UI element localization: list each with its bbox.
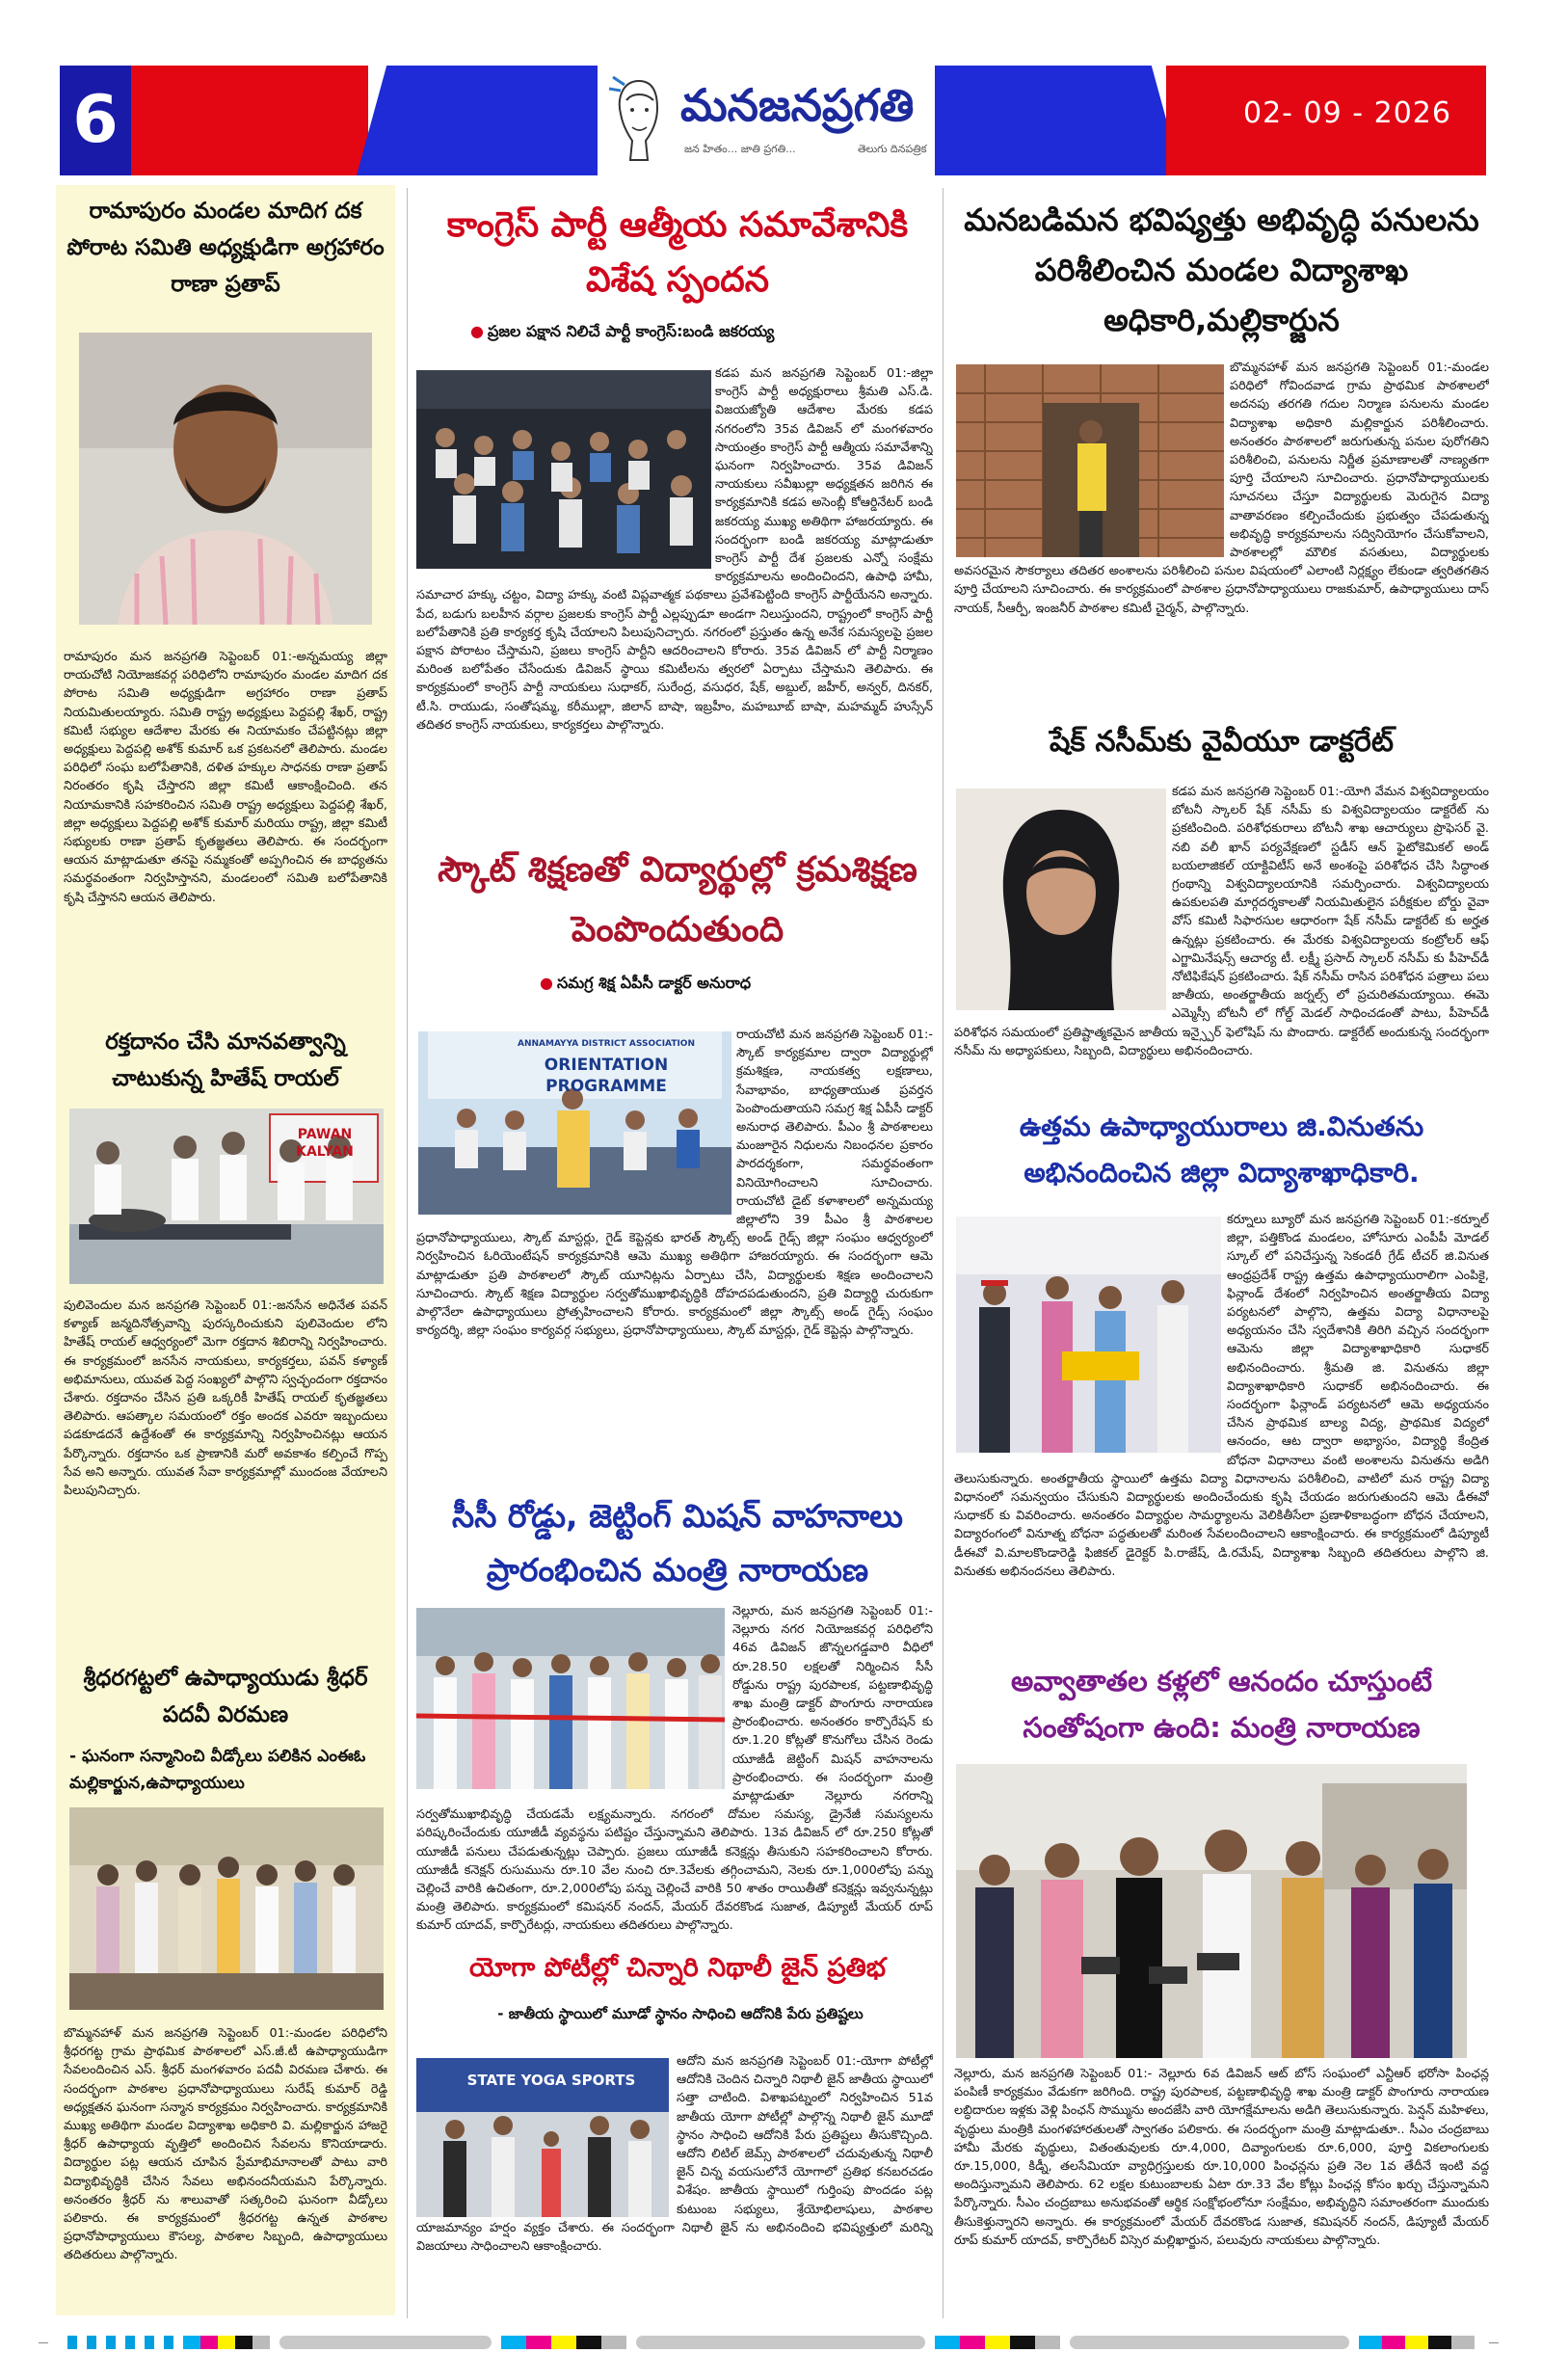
pension-distribution-photo-icon: [956, 1764, 1467, 2058]
retirement-felicitation-photo-icon: [69, 1807, 384, 2010]
middle-article-3-text: నెల్లూరు, మన జనప్రగతి సెప్టెంబర్ 01:-నెల్లూరు నగర నియోజకవర్గ పరిధిలోని 46వ డివిజన్ జొన్నలగడ్డవారి వీధిలో రూ.28.50 లక్షలతో నిర్మించిన సీసీ రోడ్డును రాష్ట్ర పురపాలక, పట్టణాభివృద్ధి శాఖ మంత్రి డాక్టర్ పొంగూరు నారాయణ ప్రారంభించారు. అనంతరం కార్పొరేషన్ కు రూ.1.20 కోట్లతో కొనుగోలు చేసిన రెండు యూజీడీ జెట్టింగ్ మిషన్ వాహనాలను ప్రారంభించారు. ఈ సందర్భంగా మంత్రి మాట్లాడుతూ నెల్లూరు నగరాన్ని సర్వతోముఖాభివృద్ధి చేయడమే లక్ష్యమన్నారు. నగరంలో దోమల సమస్య, డ్రైనేజీ సమస్యలను పరిష్కరించేందుకు యూజీడీ వ్యవస్థను పటిష్టం చేస్తున్నామని తెలిపారు. 13వ డివిజన్ లో రూ.250 కోట్లతో యూజీడీ పనులు చేపడుతున్నట్లు చెప్పారు. ప్రజలు యూజీడీ కనెక్షన్లు తీసుకుని సహకరించాలని కోరారు. యూజీడీ కనెక్షన్ రుసుమును రూ.10 వేల నుంచి రూ.3వేలకు తగ్గించామని, నెలకు రూ.1,000లోపు పన్ను చెల్లించే వారికి ఉచితంగా, రూ.2,000లోపు పన్ను చెల్లించే వారికి 50 శాతం రాయితీతో కనెక్షన్లు ఇవ్వనున్నట్లు మంత్రి తెలిపారు. కార్యక్రమంలో కమిషనర్ నందన్, మేయర్ దేవరకొండ సుజాత, డిప్యూటీ మేయర్ రూప్ కుమార్ యాదవ్, కార్పొరేటర్లు, నాయకులు తదితరులు పాల్గొన్నారు.: [416, 1604, 933, 1934]
left-article-1-body: రామాపురం మన జనప్రగతి సెప్టెంబర్ 01:-అన్నమయ్య జిల్లా రాయచోటి నియోజకవర్గ పరిధిలోని రామాపురం మండల మాదిగ దక పోరాట సమితి అధ్యక్షుడిగా అగ్రహారం రాణా ప్రతాప్ నియమితులయ్యారు. సమితి రాష్ట్ర అధ్యక్షులు పెద్దపల్లి శేఖర్, రాష్ట్ర కమిటీ సభ్యుల ఆదేశాల మేరకు ఈ నియామకం చేపట్టినట్లు జిల్లా అధ్యక్షులు పెద్దపల్లి అశోక్ కుమార్ ఒక ప్రకటనలో తెలిపారు. మండల పరిధిలో సంఘ బలోపేతానికి, దళిత హక్కుల సాధనకు రాణా ప్రతాప్ నిరంతరం కృషి చేస్తారని జిల్లా కమిటీ ఆకాంక్షించింది. తన నియామకానికి సహకరించిన సమితి రాష్ట్ర అధ్యక్షులు పెద్దపల్లి శేఖర్, జిల్లా అధ్యక్షులు పెద్దపల్లి అశోక్ కుమార్ మరియు రాష్ట్ర, జిల్లా కమిటీ సభ్యులకు రాణా ప్రతాప్ కృతజ్ఞతలు తెలిపారు. ఈ సందర్భంగా ఆయన మాట్లాడుతూ తనపై నమ్మకంతో అప్పగించిన ఈ బాధ్యతను సమర్థవంతంగా నిర్వహిస్తానని, మండలంలో సమితి బలోపేతానికి కృషి చేస్తానని ఆయన తెలిపారు.: [64, 650, 387, 905]
right-article-4-headline: అవ్వాతాతల కళ్లలో ఆనందం చూస్తుంటే సంతోషంగా ఉంది: మంత్రి నారాయణ: [1010, 1665, 1433, 1744]
paper-language-tag: తెలుగు దినపత్రిక: [858, 143, 927, 155]
middle-article-1-text: కడప మన జనప్రగతి సెప్టెంబర్ 01:-జిల్లా కాంగ్రెస్ పార్టీ అధ్యక్షురాలు శ్రీమతి ఎస్.డి. విజయజ్యోతి ఆదేశాల మేరకు కడప నగరంలోని 35వ డివిజన్ లో మంగళవారం సాయంత్రం కాంగ్రెస్ పార్టీ ఆత్మీయ సమావేశాన్ని ఘనంగా నిర్వహించారు. 35వ డివిజన్ నాయకులు సవీఖుల్లా అధ్యక్షతన జరిగిన ఈ కార్యక్రమానికి కడప అసెంబ్లీ కోఆర్డినేటర్ బండి జకరయ్య ముఖ్య అతిథిగా హాజరయ్యారు. ఈ సందర్భంగా బండి జకరయ్య మాట్లాడుతూ కాంగ్రెస్ పార్టీ దేశ ప్రజలకు ఎన్నో సంక్షేమ కార్యక్రమాలను అందించిందని, ఉపాధి హామీ, సమాచార హక్కు చట్టం, విద్యా హక్కు వంటి విప్లవాత్మక పథకాలు ప్రవేశపెట్టింది కాంగ్రెస్ పార్టీయేనని అన్నారు. పేద, బడుగు బలహీన వర్గాల ప్రజలకు కాంగ్రెస్ పార్టీ ఎల్లప్పుడూ అండగా నిలుస్తుందని, రాష్ట్రంలో కాంగ్రెస్ పార్టీ బలోపేతానికి ప్రతి కార్యకర్త కృషి చేయాలని పిలుపునిచ్చారు. నగరంలో ప్రస్తుతం ఉన్న అనేక సమస్యలపై ప్రజల పక్షాన పోరాటం చేస్తామని, ప్రజలు కాంగ్రెస్ పార్టీని ఆదరించాలని కోరారు. 35వ డివిజన్ లో పార్టీ నిర్మాణం మరింత బలోపేతం చేసేందుకు డివిజన్ స్థాయి కమిటీలను త్వరలో ఏర్పాటు చేస్తామని తెలిపారు. ఈ కార్యక్రమంలో కాంగ్రెస్ పార్టీ నాయకులు సుధాకర్, సురేంద్ర, వసుధర, షేక్, అబ్దుల్, జహీర్, అన్వర్, దినకర్, టీ.సి. రాయుడు, సంతోషమ్మ, కరీముల్లా, జిలాన్ బాషా, ఇబ్రహీం, మహబూబ్ బాషా, మహమ్మద్ హుస్సేన్ తదితర కాంగ్రెస్ నాయకులు, కార్యకర్తలు పాల్గొన్నారు.: [416, 366, 933, 733]
portrait-sketch-icon: [603, 71, 675, 170]
column-divider: [407, 188, 408, 2318]
right-article-2-headline: షేక్ నసీమ్‌కు వైవీయూ డాక్టరేట్: [1050, 725, 1394, 759]
middle-article-4-headline: యోగా పోటీల్లో చిన్నారి నిథాలీ జైన్ ప్రతిభ: [468, 1953, 887, 1983]
right-article-3-text: కర్నూలు బ్యూరో మన జనప్రగతి సెప్టెంబర్ 01:-కర్నూల్ జిల్లా, పత్తికొండ మండలం, హోసూరు ఎంపీపీ మోడల్ స్కూల్ లో పనిచేస్తున్న సెకండరీ గ్రేడ్ టీచర్ జి.వినుత ఆంధ్రప్రదేశ్ రాష్ట్ర ఉత్తమ ఉపాధ్యాయురాలిగా ఎంపికై, ఫిన్లాండ్ దేశంలో నిర్వహించిన అంతర్జాతీయ విద్యా పర్యటనలో పాల్గొని, ఉత్తమ విద్యా విధానాలపై అధ్యయనం చేసి స్వదేశానికి తిరిగి వచ్చిన సందర్భంగా ఆమెను జిల్లా విద్యాశాఖాధికారి సుధాకర్ అభినందించారు. శ్రీమతి జి. వినుతను జిల్లా విద్యాశాఖాధికారి సుధాకర్ అభినందించారు. ఈ సందర్భంగా ఫిన్లాండ్ పర్యటనలో ఆమె అధ్యయనం చేసిన ప్రాథమిక బాల్య విద్య, ప్రాథమిక విద్యలో ఆనందం, ఆట ద్వారా అభ్యాసం, విద్యార్థి కేంద్రిత బోధనా విధానాలు వంటి అంశాలను వినుతను అడిగి తెలుసుకున్నారు. అంతర్జాతీయ స్థాయిలో ఉత్తమ విద్యా విధానాలను పరిశీలించి, వాటిలో మన రాష్ట్ర విద్యా విధానంలో సమన్వయం చేసుకుని విద్యార్థులకు అందించేందుకు కృషి చేయడం జరుగుతుందని ఆమె డీఈవో సుధాకర్ కు వివరించారు. అనంతరం విద్యార్థుల సామర్థ్యాలను వెలికితీసేలా ప్రణాళికాబద్ధంగా బోధన చేయాలని, విద్యారంగంలో వినూత్న బోధనా పద్ధతులతో మరింత సేవలందించాలని ఆకాంక్షించారు. ఈ కార్యక్రమంలో డిప్యూటీ డీఈవో వి.మాలకొండారెడ్డి ఫిజికల్ డైరెక్టర్ పి.రాజేష్, డి.రమేష్, విద్యాశాఖ సిబ్బంది తదితరులు పాల్గొని జి. వినుతకు అభినందనలు తెలిపారు.: [954, 1213, 1489, 1579]
middle-article-2-text: రాయచోటి మన జనప్రగతి సెప్టెంబర్ 01:-స్కౌట్ కార్యక్రమాల ద్వారా విద్యార్థుల్లో క్రమశిక్షణ, నాయకత్వ లక్షణాలు, సేవాభావం, బాధ్యతాయుత ప్రవర్తన పెంపొందుతాయని సమగ్ర శిక్ష ఏపీసీ డాక్టర్ అనురాధ తెలిపారు. పీఎం శ్రీ పాఠశాలలు మంజూరైన నిధులను నిబంధనల ప్రకారం పారదర్శకంగా, సమర్థవంతంగా వినియోగించాలని సూచించారు. రాయచోటి డైట్ కళాశాలలో అన్నమయ్య జిల్లాలోని 39 పీఎం శ్రీ పాఠశాలల ప్రధానోపాధ్యాయులు, స్కౌట్ మాస్టర్లు, గైడ్ కెప్టెన్లకు భారత్ స్కౌట్స్ అండ్ గైడ్స్ జిల్లా సంఘం ఆధ్వర్యంలో నిర్వహించిన ఓరియెంటేషన్ కార్యక్రమానికి ఆమె ముఖ్య అతిథిగా హాజరయ్యారు. ఈ సందర్భంగా ఆమె మాట్లాడుతూ ప్రతి పాఠశాలలో స్కౌట్ యూనిట్లను ఏర్పాటు చేసి, విద్యార్థులకు శిక్షణ అందించాలని సూచించారు. స్కౌట్ శిక్షణ విద్యార్థుల సర్వతోముఖాభివృద్ధికి దోహదపడుతుందని, ప్రతి విద్యార్థి చురుకుగా పాల్గొనేలా ఉపాధ్యాయులు ప్రోత్సహించాలని కోరారు. కార్యక్రమంలో జిల్లా స్కౌట్స్ అండ్ గైడ్స్ సంఘం కార్యదర్శి, జిల్లా సంఘం కార్యవర్గ సభ్యులు, ప్రధానోపాధ్యాయులు, స్కౌట్ మాస్టర్లు, గైడ్ కెప్టెన్లు పాల్గొన్నారు.: [416, 1028, 933, 1339]
right-article-4-body: నెల్లూరు, మన జనప్రగతి సెప్టెంబర్ 01:- నెల్లూరు 6వ డివిజన్ ఆట్ బోస్ సంఘంలో ఎన్టీఆర్ భరోసా పింఛన్ల పంపిణీ కార్యక్రమం వేడుకగా జరిగింది. రాష్ట్ర పురపాలక, పట్టణాభివృద్ధి శాఖ మంత్రి డాక్టర్ పొంగూరు నారాయణ లబ్ధిదారుల ఇళ్లకు వెళ్లి పింఛన్ సొమ్మును అందజేసి వారి యోగక్షేమాలను అడిగి తెలుసుకున్నారు. పెన్షన్ మహిళలు, వృద్ధులు మంత్రికి మంగళహారతులతో స్వాగతం పలికారు. ఈ సందర్భంగా మంత్రి మాట్లాడుతూ.. సీఎం చంద్రబాబు హామీ మేరకు వృద్ధులు, వితంతువులకు రూ.4,000, దివ్యాంగులకు రూ.6,000, పూర్తి వికలాంగులకు రూ.15,000, కిడ్నీ, తలసేమియా వ్యాధిగ్రస్తులకు రూ.10,000 పింఛన్లను ప్రతి నెల 1వ తేదీనే ఇంటి వద్ద అందిస్తున్నామని తెలిపారు. 62 లక్షల కుటుంబాలకు ఏటా రూ.33 వేల కోట్లు పింఛన్ల కోసం ఖర్చు చేస్తున్నామని పేర్కొన్నారు. సీఎం చంద్రబాబు అనుభవంతో ఆర్థిక సంక్షోభంలోనూ సంక్షేమం, అభివృద్ధిని సమాంతరంగా ముందుకు తీసుకెళ్తున్నారని అన్నారు. ఈ కార్యక్రమంలో మేయర్ దేవరకొండ సుజాత, కమిషనర్ నందన్, డిప్యూటీ మేయర్ రూప్ కుమార్ యాదవ్, కార్పొరేటర్ విస్సెర మల్లిఖార్జున, పలువురు నాయకులు పాల్గొన్నారు.: [954, 2067, 1489, 2248]
middle-article-4-body: [416, 2052, 933, 2317]
issue-date: 02- 09 - 2026: [1243, 96, 1451, 130]
middle-article-1-body: [416, 364, 933, 822]
middle-article-4-text: ఆదోని మన జనప్రగతి సెప్టెంబర్ 01:-యోగా పోటీల్లో ఆదోనికి చెందిన చిన్నారి నిథాలీ జైన్ జాతీయ స్థాయిలో సత్తా చాటింది. విశాఖపట్నంలో నిర్వహించిన 51వ జాతీయ యోగా పోటీల్లో పాల్గొన్న నిథాలీ జైన్ మూడో స్థానం సాధించి ఆదోనికి పేరు ప్రతిష్టలు తీసుకొచ్చింది. ఆదోని లిటిల్ జెమ్స్ పాఠశాలలో చదువుతున్న నిథాలీ జైన్ చిన్న వయసులోనే యోగాలో ప్రతిభ కనబరచడం విశేషం. జాతీయ స్థాయిలో గుర్తింపు పొందడం పట్ల కుటుంబ సభ్యులు, శ్రేయోభిలాషులు, పాఠశాల యాజమాన్యం హర్షం వ్యక్తం చేశారు. ఈ సందర్భంగా నిథాలీ జైన్ ను అభినందించి భవిష్యత్తులో మరిన్ని విజయాలు సాధించాలని ఆకాంక్షించారు.: [416, 2054, 933, 2255]
middle-article-1-headline: కాంగ్రెస్ పార్టీ ఆత్మీయ సమావేశానికి విశేష స్పందన: [446, 205, 909, 300]
page-number: 6: [60, 66, 131, 175]
photo-banner-text: STATE YOGA SPORTS: [466, 2072, 636, 2089]
middle-article-3-headline: సీసీ రోడ్డు, జెట్టింగ్ మిషన్ వాహనాలు ప్రారంభించిన మంత్రి నారాయణ: [452, 1497, 903, 1589]
middle-article-1-subhead: ● ప్రజల పక్షాన నిలిచే పార్టీ కాంగ్రెస్:బండి జకరయ్య: [470, 322, 933, 344]
photo-banner-text: PAWAN KALYAN: [296, 1127, 354, 1160]
paper-logo: [598, 66, 935, 175]
right-article-1-body: [954, 359, 1489, 701]
right-article-3-headline: ఉత్తమ ఉపాధ్యాయురాలు జి.వినుతను అభినందించిన జిల్లా విద్యాశాఖాధికారి.: [1019, 1110, 1424, 1189]
column-divider: [943, 188, 944, 2318]
left-article-1-photo: [79, 333, 372, 625]
left-article-3-photo: [69, 1807, 384, 2010]
photo-banner-top: ANNAMAYYA DISTRICT ASSOCIATION: [518, 1039, 695, 1049]
left-article-2-body: పులివెందుల మన జనప్రగతి సెప్టెంబర్ 01:-జనసేన అధినేత పవన్ కళ్యాణ్ జన్మదినోత్సవాన్ని పురస్కరించుకుని పులివెందుల లోని హితేష్ రాయల్ ఆధ్వర్యంలో మెగా రక్తదాన శిబిరాన్ని నిర్వహించారు. ఈ కార్యక్రమంలో జనసేన నాయకులు, కార్యకర్తలు, పవన్ కళ్యాణ్ అభిమానులు, యువత పెద్ద సంఖ్యలో పాల్గొని స్వచ్ఛందంగా రక్తదానం చేశారు. రక్తదానం చేసిన ప్రతి ఒక్కరికీ హితేష్ రాయల్ కృతజ్ఞతలు తెలిపారు. ఆపత్కాల సమయంలో రక్తం అందక ఎవరూ ఇబ్బందులు పడకూడదనే ఉద్దేశంతో ఈ కార్యక్రమాన్ని నిర్వహించినట్లు ఆయన పేర్కొన్నారు. రక్తదానం ఒక ప్రాణానికి మరో అవకాశం కల్పించే గొప్ప సేవ అని అన్నారు. యువత సేవా కార్యక్రమాల్లో ముందంజ వేయాలని పిలుపునిచ్చారు.: [64, 1298, 387, 1499]
middle-article-2-headline: స్కౌట్ శిక్షణతో విద్యార్థుల్లో క్రమశిక్షణ పెంపొందుతుంది: [438, 850, 917, 949]
left-article-3-subhead: - ఘనంగా సన్మానించి వీడ్కోలు పలికిన ఎంఈఓ మల్లికార్జున,ఉపాధ్యాయులు: [69, 1747, 366, 1793]
left-article-3-headline: శ్రీధరగట్టలో ఉపాధ్యాయుడు శ్రీధర్ పదవీ విరమణ: [83, 1666, 368, 1727]
middle-article-2-body: [416, 1026, 933, 1469]
left-article-2-photo: [69, 1109, 384, 1284]
right-article-1-text: బొమ్మనహాళ్ మన జనప్రగతి సెప్టెంబర్ 01:-మండల పరిధిలో గోవిందవాడ గ్రామ ప్రాథమిక పాఠశాలలో అదనపు తరగతి గదుల నిర్మాణ పనులను మండల విద్యాశాఖ అధికారి మల్లికార్జున పరిశీలించారు. అనంతరం పాఠశాలలో జరుగుతున్న పనుల పురోగతిని పరిశీలించి, పనులను నిర్ణీత ప్రమాణాలతో నాణ్యతగా పూర్తి చేయాలని సూచించారు. ప్రధానోపాధ్యాయులకు సూచనలు చేస్తూ విద్యార్థులకు మెరుగైన విద్యా వాతావరణం కల్పించేందుకు ప్రభుత్వం చేపడుతున్న అభివృద్ధి కార్యక్రమాలను సద్వినియోగం చేసుకోవాలని, పాఠశాలల్లో మౌలిక వసతులు, విద్యార్థులకు అవసరమైన సౌకర్యాలు తదితర అంశాలను పరిశీలించి పనుల విషయంలో ఎలాంటి నిర్లక్ష్యం లేకుండా త్వరితగతిన పూర్తి చేయాలని సూచించారు. ఈ కార్యక్రమంలో పాఠశాల ప్రధానోపాధ్యాయులు రాజకుమార్, ఉపాధ్యాయులు దాస్ నాయక్, సీఆర్పీ, ఇంజనీర్ పాఠశాల కమిటీ చైర్మన్, పాల్గొన్నారు.: [954, 361, 1489, 616]
left-article-3-body: బొమ్మనహాళ్ మన జనప్రగతి సెప్టెంబర్ 01:-మండల పరిధిలోని శ్రీధరగట్ట గ్రామ ప్రాథమిక పాఠశాలలో ఎస్.జీ.టీ ఉపాధ్యాయుడిగా సేవలందించిన ఎస్. శ్రీధర్ మంగళవారం పదవీ విరమణ చేశారు. ఈ సందర్భంగా పాఠశాల ప్రధానోపాధ్యాయులు సురేష్ కుమార్ రెడ్డి అధ్యక్షతన ఘనంగా సన్మాన కార్యక్రమం నిర్వహించారు. కార్యక్రమానికి ముఖ్య అతిథిగా మండల విద్యాశాఖ అధికారి వి. మల్లికార్జున హాజరై శ్రీధర్ ఉపాధ్యాయ వృత్తిలో అందించిన సేవలను కొనియాడారు. విద్యార్థుల పట్ల ఆయన చూపిన ప్రేమాభిమానాలతో పాటు వారి విద్యాభివృద్ధికి చేసిన సేవలు అభినందనీయమని పేర్కొన్నారు. అనంతరం శ్రీధర్ ను శాలువాతో సత్కరించి ఘనంగా వీడ్కోలు పలికారు. ఈ కార్యక్రమంలో శ్రీధరగట్ట ఉన్నత పాఠశాల ప్రధానోపాధ్యాయులు కౌసల్య, పాఠశాల సిబ్బంది, ఉపాధ్యాయులు తదితరులు పాల్గొన్నారు.: [64, 2026, 387, 2263]
middle-article-4-subhead: - జాతీయ స్థాయిలో మూడో స్థానం సాధించి ఆదోనికి పేరు ప్రతిష్టలు: [497, 2005, 864, 2022]
man-portrait-icon: [79, 333, 372, 625]
photo-banner-main: ORIENTATION PROGRAMME: [544, 1056, 669, 1096]
left-article-1-headline: రామాపురం మండల మాదిగ దక పోరాట సమితి అధ్యక్షుడిగా అగ్రహారం రాణా ప్రతాప్: [66, 199, 385, 297]
middle-article-3-body: [416, 1602, 933, 1978]
left-article-2-headline: రక్తదానం చేసి మానవత్వాన్ని చాటుకున్న హితేష్ రాయల్: [105, 1030, 346, 1091]
middle-article-2-subhead: ● సమగ్ర శిక్ష ఏపీసీ డాక్టర్ అనురాధ: [540, 974, 925, 996]
paper-name: మనజనప్రగతి: [680, 79, 915, 131]
right-article-3-body: [954, 1211, 1489, 1654]
right-article-2-text: కడప మన జనప్రగతి సెప్టెంబర్ 01:-యోగి వేమన విశ్వవిద్యాలయం బోటనీ స్కాలర్ షేక్ నసీమ్ కు విశ్వవిద్యాలయం డాక్టరేట్ ను ప్రకటించింది. పరిశోధకురాలు బోటనీ శాఖ ఆచార్యులు ప్రొఫెసర్ వై. నబి వలీ ఖాన్ పర్యవేక్షణలో స్టడీస్ ఆన్ ఫైటోకెమికల్ అండ్ బయలాజికల్ యాక్టివిటీస్ అనే అంశంపై పరిశోధన చేసి సిద్ధాంత గ్రంథాన్ని విశ్వవిద్యాలయానికి సమర్పించారు. విశ్వవిద్యాలయ ఉపకులపతి మార్గదర్శకాలతో నియమితులైన పరీక్షకుల బోర్డు వైవా వోస్ కమిటీ సిఫారసుల ఆధారంగా షేక్ నసీమ్ డాక్టరేట్ కు అర్హత ఉన్నట్లు ప్రకటించారు. ఈ మేరకు విశ్వవిద్యాలయ కంట్రోలర్ ఆఫ్ ఎగ్జామినేషన్స్ ఆచార్య టీ. లక్ష్మీ ప్రసాద్ స్కాలర్ నసీమ్ కు పీహెచ్‌డీ నోటిఫికేషన్ ప్రకటించారు. షేక్ నసీమ్ రాసిన పరిశోధన పత్రాలు పలు జాతీయ, అంతర్జాతీయ జర్నల్స్ లో ప్రచురితమయ్యాయి. ఈమె ఎమ్మెస్సీ బోటనీ లో గోల్డ్ మెడల్ సాధించడంతో పాటు, పీహెచ్‌డీ పరిశోధన సమయంలో ప్రతిష్టాత్మకమైన జాతీయ ఇన్స్పైర్ ఫెలోషిప్ ను పొందారు. డాక్టరేట్ అందుకున్న సందర్భంగా నసీమ్ ను అధ్యాపకులు, సిబ్బంది, విద్యార్థులు అభినందించారు.: [954, 785, 1489, 1058]
right-article-4-photo: [956, 1764, 1467, 2058]
right-article-1-headline: మనబడిమన భవిష్యత్తు అభివృద్ధి పనులను పరిశీలించిన మండల విద్యాశాఖ అధికారి,మల్లికార్జున: [964, 201, 1479, 338]
paper-tagline: జన హితం... జాతి ప్రగతి...: [684, 143, 796, 155]
